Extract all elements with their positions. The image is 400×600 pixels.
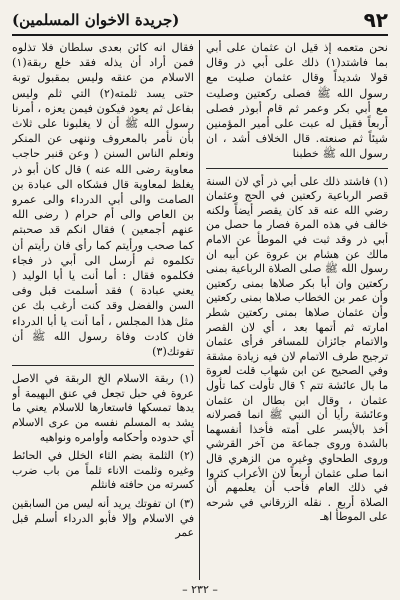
running-title: (جريدة الاخوان المسلمين)	[12, 11, 180, 29]
footnote: (١) ربقة الاسلام الخ الربقة في الاصل عروة في حبل تجعل في عنق البهيمة أو يدها تمسكها فاستعارها للاسلام يعني ما يشد به المسلم نفسه من عرى الاسلام أي حدوده وأحكامه وأوامره ونواهيه	[12, 372, 194, 444]
column-divider	[199, 40, 200, 580]
page-number: ٩٢	[363, 8, 388, 32]
body-paragraph: فقال انه كائن بعدى سلطان فلا تذلوه فمن أراد أن يذله فقد خلع ربقة(١) الاسلام من عنقه وليس بمقبول توبة حتى يسد ثلمته(٢) التي ثلم وليس بفاعل ثم يعود فيكون فيمن يعزه ، أمرنا رسول الله ﷺ أن لا يغلبونا على ثلاث بأن نأمر بالمعروف وننهى عن المنكر ونعلم الناس السنن ( وعن قنبر حاجب معاوية رضى الله عنه ) قال كان أبو ذر يغلظ لمعاوية قال فشكاه الى عبادة بن الصامت والى أبي الدرداء والى عمرو بن العاص والى أم حرام ( رضى الله عنهم أجمعين ) فقال انكم قد صحبتم كما صحب ورأيتم كما رأى فان رأيتم أن تكلموه ثم أرسل الى أبي ذر فجاء فكلموه فقال : أما أنت يا أبا الوليد ( يعني عبادة ) فقد أسلمت قبل وفى السن والفضل وقد كنت أرغب بك عن مثل هذا المجلس ، أما أنت يا أبا الدرداء فان كادت وفاة رسول الله ﷺ أن تفوتك(٣)	[12, 41, 194, 359]
page-header	[12, 6, 388, 36]
page-footer	[0, 583, 400, 596]
footnote-separator	[206, 168, 388, 169]
footnote-separator	[12, 365, 194, 366]
footnote: (٣) ان تفوتك يريد أنه ليس من السابقين في الاسلام وإلا فأبو الدرداء أسلم قبل عمر	[12, 497, 194, 540]
body-paragraph: نحن متعمه إذ قيل ان عثمان على أبي بما فاشتد(١) ذلك على أبي ذر وقال قولا شديداً وقال عثمان صليت مع رسول الله ﷺ فصلى ركعتين وصليت مع أبي بكر وعمر ثم قام أبوذر فصلى أربعاً فقيل له عبت على أمير المؤمنين شيئاً ثم صنعته. قال الخلاف أشد ، ان رسول الله ﷺ خطبنا	[206, 41, 388, 161]
right-column	[206, 40, 388, 580]
folio-number: – ٢٣٢ –	[182, 583, 218, 596]
footnotes-right	[206, 175, 388, 525]
footnote: (١) فاشتد ذلك على أبي ذر أي لان السنة قصر الرباعية ركعتين في الحج وعثمان رضي الله عنه قد كان يقصر أيضاً ولكنه خالف في هذه المرة فصار ما حصل من أبي ذر وقد ثبت في الموطأ عن الامام مالك عن هشام بن عروة عن أبيه ان رسول الله ﷺ صلى الصلاة الرباعية بمنى ركعتين وان أبا بكر صلاها بمنى ركعتين وأن عمر بن الخطاب صلاها بمنى ركعتين وأن عثمان صلاها بمنى ركعتين شطر امارته ثم أتمها بعد ، أي لان القصر والاتمام جائزان للمسافر فرأى عثمان ترجيح طرف الاتمام لان فيه زيادة مشقة وفي الصحيح عن ابن شهاب قلت لعروة ما بال عائشة تتم ؟ قال تأولت كما تأول عثمان ، وقال ابن بطال ان عثمان وعائشة رأيا أن النبي ﷺ انما قصرلانه أخذ بالأيسر على أمته فأخذا أنفسهما بالشدة وروى جماعة من آخر القرشي وروى الطحاوي وغيره من الزهري قال انما صلى عثمان أربعاً لان الأعراب كثروا في ذلك العام فأحب أن يعلمهم أن الصلاة أربع . نقله الزرقاني في شرحه على الموطأ اهـ	[206, 174, 388, 524]
footnotes-left	[12, 372, 194, 541]
footnote: (٢) الثلمة بضم الثاء الخلل في الحائط وغيره وثلمت الاناء ثلماً من باب ضرب كسرته من حافته فانثلم	[12, 449, 194, 492]
left-column	[12, 40, 194, 580]
